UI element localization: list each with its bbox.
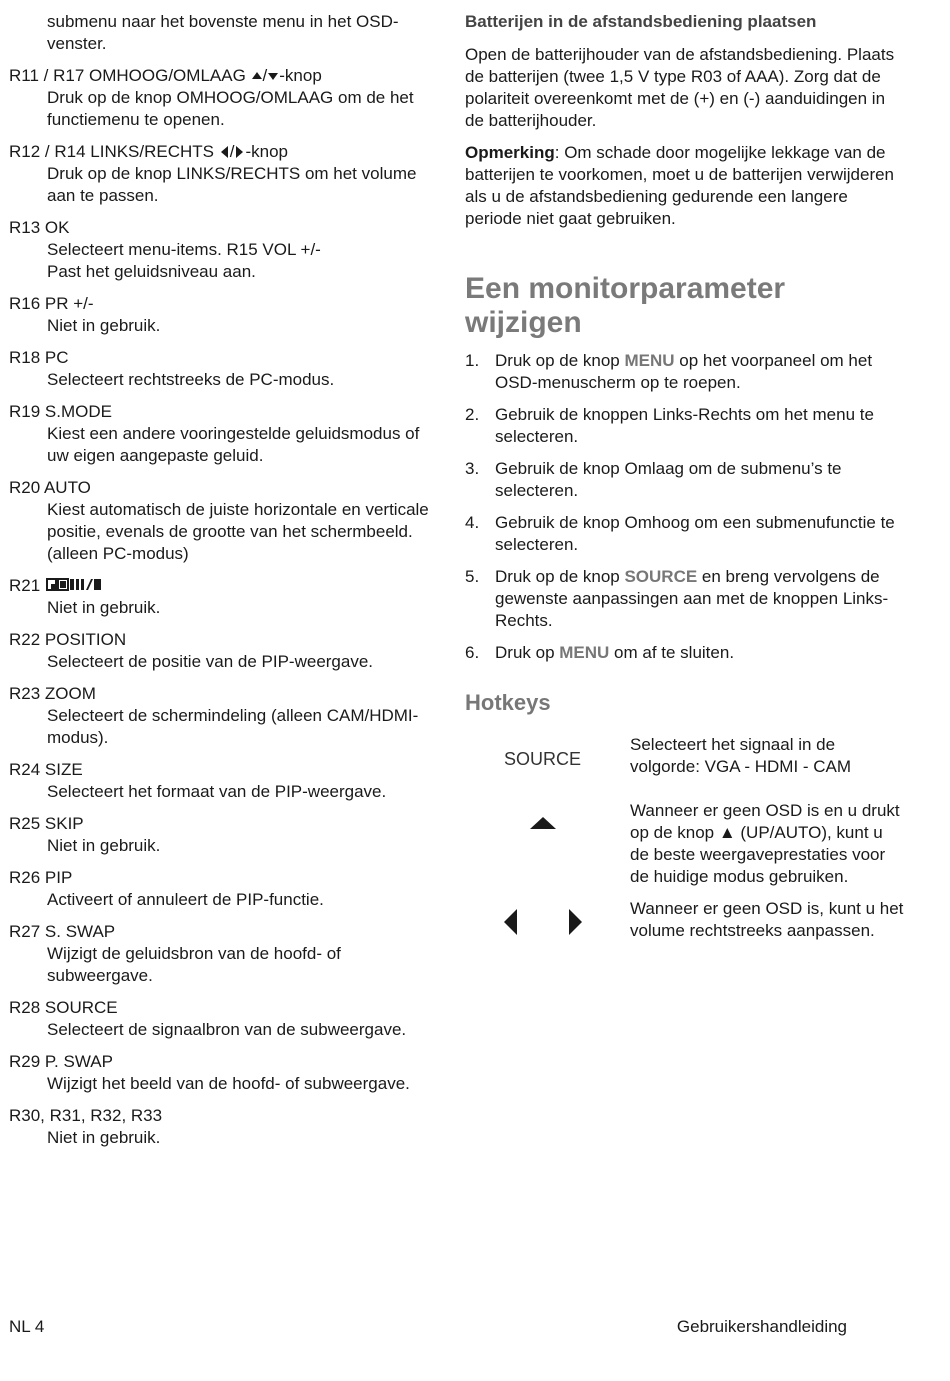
left-right-arrows-shape	[502, 908, 584, 936]
up-arrow-shape	[529, 815, 557, 831]
entry-desc: Kiest automatisch de juiste horizontale en verticale positie, evenals de grootte van het schermbeeld. (alleen PC-modus)	[47, 500, 429, 563]
battery-heading: Batterijen in de afstandsbediening plaatsen	[465, 12, 817, 31]
entry-head	[9, 575, 444, 597]
battery-text: Open de batterijhouder van de afstandsbediening. Plaats de batterijen (twee 1,5 V type R03 of AAA). Zorg dat de polariteit overeenkomt met de (+) en (-) aanduidingen in de batterijhouder.	[465, 45, 895, 130]
down-arrow-icon	[268, 73, 278, 80]
section-title: Een monitorparameter wijzigen	[465, 272, 786, 339]
entry-desc: Selecteert rechtstreeks de PC-modus.	[47, 370, 335, 389]
entry-head: R28 SOURCE	[9, 998, 118, 1017]
step-number: 2.	[465, 405, 480, 424]
entry-head: R22 POSITION	[9, 630, 127, 649]
step-text: Druk op de knop	[495, 351, 625, 370]
footer-page-number: NL 4	[9, 1317, 45, 1336]
entry-r30-r33	[9, 1105, 444, 1149]
entry-head	[9, 65, 444, 87]
left-right-arrows-icon	[465, 908, 620, 942]
entry-r27	[9, 921, 444, 987]
step-text: op het voorpaneel om het OSD-menuscherm op te roepen.	[495, 351, 873, 392]
note-label: Opmerking	[465, 143, 555, 162]
entry-desc: Selecteert de positie van de PIP-weergave.	[47, 652, 374, 671]
entry-desc: Niet in gebruik.	[47, 836, 161, 855]
entry-head-suffix: -knop	[245, 142, 289, 161]
entry-desc: Selecteert de signaalbron van de subweergave.	[47, 1020, 407, 1039]
entry-head-text: R11 / R17 OMHOOG/OMLAAG	[9, 66, 246, 85]
step-number: 4.	[465, 513, 480, 532]
entry-head: R26 PIP	[9, 868, 73, 887]
entry-head: R25 SKIP	[9, 814, 84, 833]
entry-head-text: R21	[9, 576, 41, 595]
step-text: Gebruik de knop Omhoog om een submenufunctie te selecteren.	[495, 513, 895, 554]
entry-head: R16 PR +/-	[9, 294, 94, 313]
step-keyword: SOURCE	[624, 567, 698, 586]
entry-desc: Kiest een andere vooringestelde geluidsmodus of uw eigen aangepaste geluid.	[47, 424, 420, 465]
separator: /	[229, 142, 235, 161]
entry-r29	[9, 1051, 444, 1095]
entry-desc: Niet in gebruik.	[47, 598, 161, 617]
entry-desc: Druk op de knop OMHOOG/OMLAAG om de het functiemenu te openen.	[47, 88, 414, 129]
entry-r11	[9, 65, 444, 131]
entry-r22	[9, 629, 444, 673]
separator: /	[262, 66, 268, 85]
step-number: 5.	[465, 567, 480, 586]
step-text: Druk op	[495, 643, 560, 662]
entry-desc: Activeert of annuleert de PIP-functie.	[47, 890, 324, 909]
step-text: en breng vervolgens de gewenste aanpassingen aan met de knoppen Links-Rechts.	[495, 567, 889, 630]
entry-r16	[9, 293, 444, 337]
step-text: Gebruik de knop Omlaag om de submenu’s te selecteren.	[495, 459, 842, 500]
step-item	[465, 512, 905, 556]
step-keyword: MENU	[559, 643, 610, 662]
entry-r21	[9, 575, 444, 619]
entry-r12	[9, 141, 444, 207]
left-column	[9, 11, 444, 1159]
entry-desc: Selecteert het formaat van de PIP-weergave.	[47, 782, 387, 801]
entry-r19	[9, 401, 444, 467]
entry-desc: Wijzigt de geluidsbron van de hoofd- of subweergave.	[47, 944, 341, 985]
step-text: om af te sluiten.	[609, 643, 735, 662]
step-number: 6.	[465, 643, 480, 662]
hotkey-up	[465, 800, 905, 888]
pip-mode-icon	[46, 578, 102, 592]
entry-head: R24 SIZE	[9, 760, 83, 779]
step-number: 1.	[465, 351, 480, 370]
entry-r13	[9, 217, 444, 283]
entry-r26	[9, 867, 444, 911]
footer-doc-title: Gebruikershandleiding	[676, 1317, 847, 1336]
up-arrow-icon	[252, 72, 262, 79]
entry-head: R27 S. SWAP	[9, 922, 116, 941]
entry-r25	[9, 813, 444, 857]
entry-head: R23 ZOOM	[9, 684, 96, 703]
step-item	[465, 566, 905, 632]
entry-r20	[9, 477, 444, 565]
step-item	[465, 642, 905, 664]
entry-r28	[9, 997, 444, 1041]
step-item	[465, 404, 905, 448]
entry-head: R13 OK	[9, 218, 70, 237]
hotkey-desc: Wanneer er geen OSD is en u drukt op de knop ▲ (UP/AUTO), kunt u de beste weergaveprestaties voor de huidige modus gebruiken.	[630, 801, 900, 886]
note-text: : Om schade door mogelijke lekkage van de batterijen te voorkomen, moet u de batterijen verwijderen als u de afstandsbediening gedurende een langere periode niet gaat gebruiken.	[465, 143, 895, 228]
left-arrow-icon	[221, 146, 228, 158]
lead-entry	[9, 11, 444, 55]
entry-desc: Selecteert de schermindeling (alleen CAM/HDMI-modus).	[47, 706, 419, 747]
entry-desc: Niet in gebruik.	[47, 1128, 161, 1147]
steps-list	[465, 350, 905, 664]
right-arrow-icon	[236, 146, 243, 158]
up-arrow-icon	[465, 815, 620, 837]
step-item	[465, 350, 905, 394]
step-number: 3.	[465, 459, 480, 478]
battery-note	[465, 142, 905, 230]
hotkey-leftright	[465, 898, 905, 942]
source-button-label: SOURCE	[503, 749, 581, 769]
hotkey-desc: Selecteert het signaal in de volgorde: VGA - HDMI - CAM	[630, 735, 852, 776]
entry-head: R19 S.MODE	[9, 402, 112, 421]
entry-desc: Druk op de knop LINKS/RECHTS om het volume aan te passen.	[47, 164, 417, 205]
entry-r23	[9, 683, 444, 749]
entry-desc: Past het geluidsniveau aan.	[47, 262, 256, 281]
entry-r24	[9, 759, 444, 803]
entry-head: R30, R31, R32, R33	[9, 1106, 163, 1125]
entry-head: R29 P. SWAP	[9, 1052, 113, 1071]
entry-r18	[9, 347, 444, 391]
right-column	[465, 11, 905, 952]
entry-head-text: R12 / R14 LINKS/RECHTS	[9, 142, 215, 161]
source-button-icon	[465, 748, 620, 771]
entry-desc: Niet in gebruik.	[47, 316, 161, 335]
hotkey-desc: Wanneer er geen OSD is, kunt u het volume rechtstreeks aanpassen.	[630, 899, 904, 940]
entry-head	[9, 141, 444, 163]
entry-desc: submenu naar het bovenste menu in het OSD-venster.	[47, 12, 399, 53]
entry-head: R20 AUTO	[9, 478, 91, 497]
entry-desc: Wijzigt het beeld van de hoofd- of subweergave.	[47, 1074, 410, 1093]
hotkey-source	[465, 734, 905, 778]
step-text: Gebruik de knoppen Links-Rechts om het menu te selecteren.	[495, 405, 874, 446]
step-keyword: MENU	[624, 351, 675, 370]
step-item	[465, 458, 905, 502]
entry-desc: Selecteert menu-items. R15 VOL +/-	[47, 240, 321, 259]
entry-head-suffix: -knop	[279, 66, 322, 85]
hotkeys-title: Hotkeys	[465, 690, 551, 715]
step-text: Druk op de knop	[495, 567, 625, 586]
entry-head: R18 PC	[9, 348, 69, 367]
